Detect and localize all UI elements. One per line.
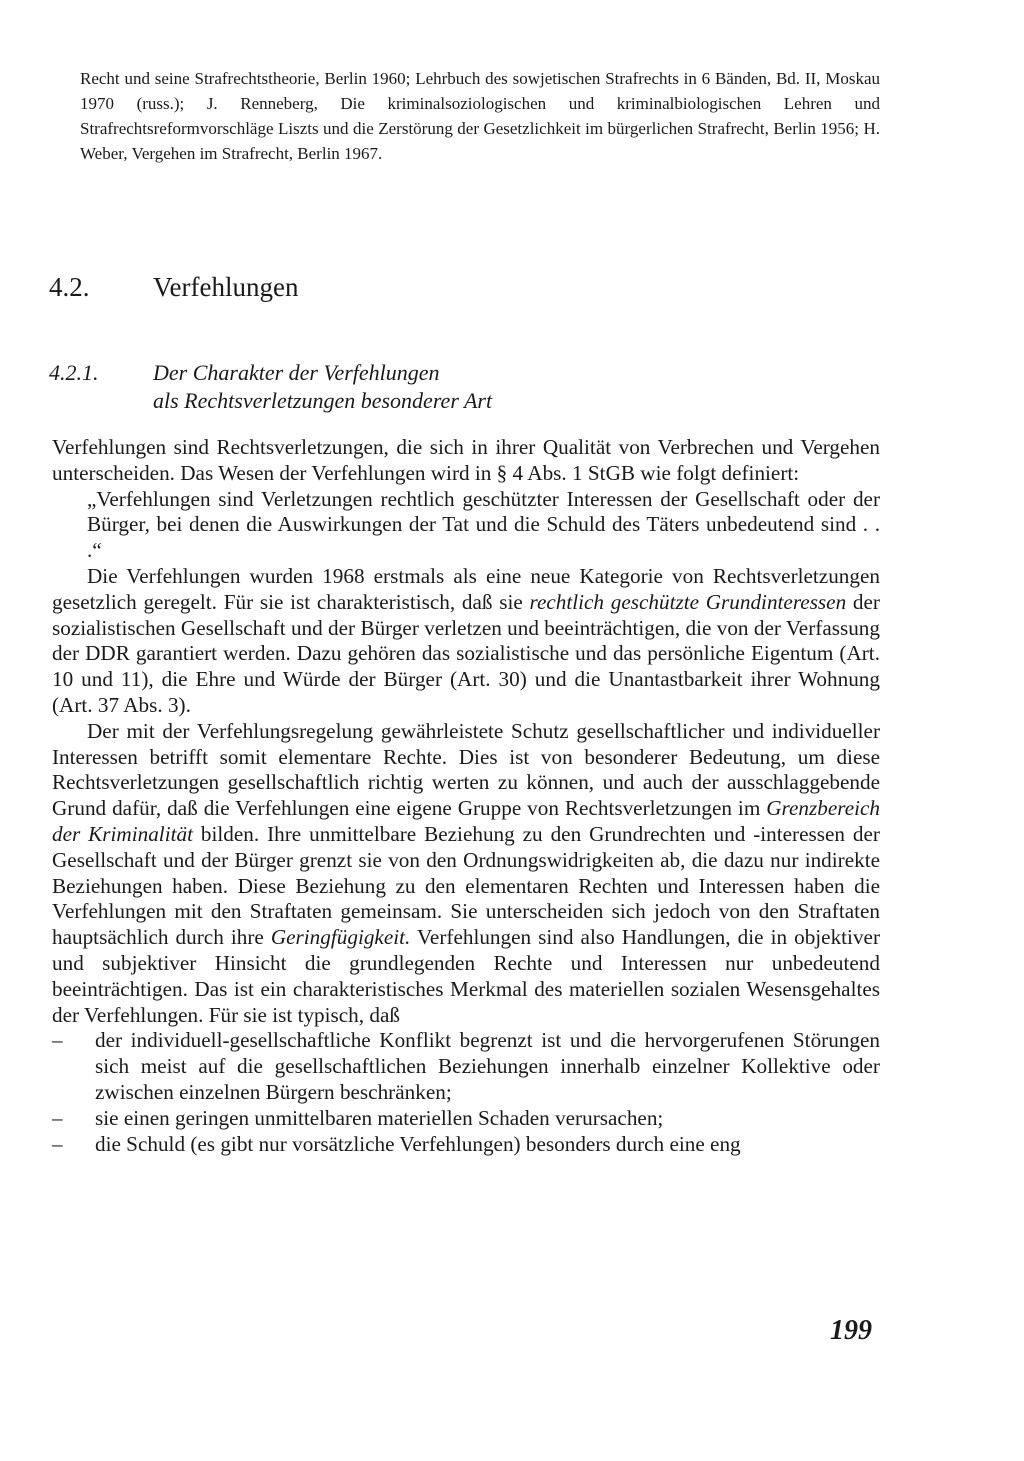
- subsection-title-line-1: Der Charakter der Verfehlungen: [153, 360, 440, 385]
- list-item: [52, 1028, 880, 1105]
- list-dash: –: [52, 1105, 63, 1130]
- paragraph-3-emphasis-2: Geringfügigkeit.: [270, 925, 411, 950]
- legal-quote: „Verfehlungen sind Verletzungen rechtlich geschützter Interessen der Gesellschaft oder der Bürger, bei denen die Auswirkungen der Tat und die Schuld des Täters unbedeutend sind . . .“: [87, 486, 880, 563]
- section-number: 4.2.: [49, 272, 90, 302]
- list-item-text: sie einen geringen unmittelbaren materiellen Schaden verursachen;: [95, 1105, 664, 1130]
- list-item-text: die Schuld (es gibt nur vorsätzliche Verfehlungen) besonders durch eine eng: [95, 1131, 741, 1156]
- characteristics-list: [52, 1028, 880, 1157]
- body-text: [52, 435, 880, 1157]
- paragraph-2-text-b: der sozialistischen Gesellschaft und der Bürger verletzen und beeinträchtigen, die von der Verfassung der DDR garantiert werden. Dazu gehören das sozialistische und das persönliche Eigentum (Art. 10 und 11), die Ehre und Würde der Bürger (Art. 30) und die Unantastbarkeit ihrer Wohnung (Art. 37 Abs. 3).: [52, 589, 880, 717]
- section-title: Verfehlungen: [153, 272, 299, 302]
- subsection-title: [153, 359, 653, 415]
- paragraph-2-text-a: Die Verfehlungen wurden 1968 erstmals als eine neue Kategorie von Rechtsverletzungen gesetzlich geregelt. Für sie ist charakteristisch, daß sie: [52, 563, 880, 614]
- paragraph-3-text-a: Der mit der Verfehlungsregelung gewährleistete Schutz gesellschaftlicher und individueller Interessen betrifft somit elementare Rechte. Dies ist von besonderer Bedeutung, um diese Rechtsverletzungen gesellschaftlich richtig werten zu können, und auch der ausschlaggebende Grund dafür, daß die Verfehlungen eine eigene Gruppe von Rechtsverletzungen im: [52, 718, 880, 821]
- paragraph-3-text-b: bilden. Ihre unmittelbare Beziehung zu den Grundrechten und -interessen der Gesellschaft und der Bürger grenzt sie von den Ordnungswidrigkeiten ab, die dazu nur indirekte Beziehungen haben. Diese Beziehung zu den elementaren Rechten und Interessen haben die Verfehlungen mit den Straftaten gemeinsam. Sie unterscheiden sich jedoch von den Straftaten hauptsächlich durch ihre: [52, 821, 880, 950]
- list-item-text: der individuell-gesellschaftliche Konflikt begrenzt ist und die hervorgerufenen Störungen sich meist auf die gesellschaftlichen Beziehungen innerhalb einzelner Kollektive oder zwischen einzelnen Bürgern beschränken;: [95, 1028, 880, 1104]
- list-item: [52, 1106, 880, 1132]
- paragraph-3-emphasis-1: Grenzbereich der Kriminalität: [52, 796, 880, 846]
- paragraph-3: [52, 719, 880, 1029]
- paragraph-2: [52, 564, 880, 719]
- page-number: 199: [830, 1315, 872, 1346]
- subsection-number: 4.2.1.: [49, 360, 99, 385]
- paragraph-1: Verfehlungen sind Rechtsverletzungen, die sich in ihrer Qualität von Verbrechen und Vergehen unterscheiden. Das Wesen der Verfehlungen wird in § 4 Abs. 1 StGB wie folgt definiert:: [52, 435, 880, 485]
- subsection-title-line-2: als Rechtsverletzungen besonderer Art: [153, 388, 493, 413]
- paragraph-3-text-c: Verfehlungen sind also Handlungen, die in objektiver und subjektiver Hinsicht die grundlegenden Rechte und Interessen nur unbedeutend beeinträchtigen. Das ist ein charakteristisches Merkmal des materiellen sozialen Wesensgehaltes der Verfehlungen. Für sie ist typisch, daß: [52, 925, 880, 1027]
- list-dash: –: [52, 1131, 63, 1156]
- list-dash: –: [52, 1028, 63, 1053]
- references-paragraph: Recht und seine Strafrechtstheorie, Berlin 1960; Lehrbuch des sowjetischen Strafrechts in 6 Bänden, Bd. II, Moskau 1970 (russ.); J. Renneberg, Die kriminalsoziologischen und kriminalbiologischen Lehren und Strafrechtsreformvorschläge Liszts und die Zerstörung der Gesetzlichkeit im bürgerlichen Strafrecht, Berlin 1956; H. Weber, Vergehen im Strafrecht, Berlin 1967.: [80, 69, 880, 163]
- list-item: [52, 1132, 880, 1158]
- paragraph-2-emphasis: rechtlich geschützte Grundinteressen: [529, 589, 847, 614]
